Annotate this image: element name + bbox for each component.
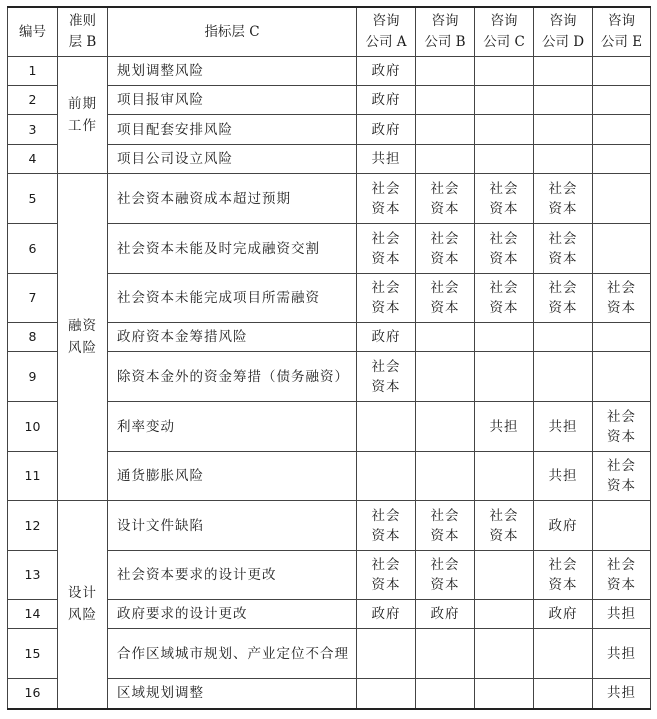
allocation-cell [357,629,416,679]
allocation-cell: 社会 资本 [534,224,593,274]
header-company-label: 咨询 公司 E [600,13,643,50]
allocation-cell: 社会 资本 [416,551,475,600]
allocation-cell: 社会 资本 [357,501,416,551]
allocation-cell: 社会 资本 [416,174,475,224]
allocation-cell: 共担 [357,145,416,174]
allocation-cell [416,402,475,452]
allocation-cell [534,679,593,709]
indicator-description: 区域规划调整 [108,679,357,709]
row-number: 2 [8,86,58,115]
header-company-label: 咨询 公司 A [365,13,407,50]
row-number: 16 [8,679,58,709]
indicator-description: 规划调整风险 [108,57,357,86]
header-indicator: 指标层 C [108,7,357,57]
allocation-cell [534,352,593,402]
criteria-category-label: 设计风险 [68,585,97,624]
allocation-cell: 社会 资本 [534,274,593,323]
allocation-cell: 政府 [357,57,416,86]
row-number: 12 [8,501,58,551]
allocation-cell [475,600,534,629]
allocation-cell [593,174,651,224]
row-number: 3 [8,115,58,145]
allocation-cell: 社会 资本 [593,402,651,452]
indicator-description: 合作区域城市规划、产业定位不合理 [108,629,357,679]
allocation-cell: 共担 [534,452,593,501]
allocation-cell: 共担 [475,402,534,452]
indicator-description: 社会资本要求的设计更改 [108,551,357,600]
header-company-b [416,7,475,57]
allocation-cell: 社会 资本 [534,174,593,224]
indicator-description: 设计文件缺陷 [108,501,357,551]
criteria-category [58,174,108,501]
allocation-cell: 社会 资本 [593,274,651,323]
allocation-cell [416,323,475,352]
allocation-cell [475,352,534,402]
criteria-category [58,501,108,709]
allocation-cell [416,86,475,115]
indicator-description: 政府要求的设计更改 [108,600,357,629]
allocation-cell [416,352,475,402]
allocation-cell: 社会 资本 [357,551,416,600]
indicator-description: 政府资本金筹措风险 [108,323,357,352]
header-company-d [534,7,593,57]
allocation-cell: 共担 [593,600,651,629]
row-number: 13 [8,551,58,600]
row-number: 1 [8,57,58,86]
allocation-cell: 社会 资本 [416,274,475,323]
allocation-cell: 社会 资本 [357,224,416,274]
allocation-cell [534,86,593,115]
table-body [8,57,651,709]
allocation-cell [475,629,534,679]
allocation-cell [416,145,475,174]
allocation-cell: 政府 [357,115,416,145]
allocation-cell [593,352,651,402]
criteria-category [58,57,108,174]
indicator-description: 项目配套安排风险 [108,115,357,145]
allocation-cell [534,323,593,352]
allocation-cell [534,629,593,679]
allocation-cell [593,224,651,274]
allocation-cell [475,57,534,86]
allocation-cell: 共担 [593,629,651,679]
header-num: 编号 [8,7,58,57]
allocation-cell [357,402,416,452]
indicator-description: 利率变动 [108,402,357,452]
row-number: 5 [8,174,58,224]
table-row [8,57,651,86]
allocation-cell [593,501,651,551]
allocation-cell [534,145,593,174]
allocation-cell [534,57,593,86]
indicator-description: 社会资本未能及时完成融资交割 [108,224,357,274]
indicator-description: 社会资本未能完成项目所需融资 [108,274,357,323]
allocation-cell: 社会 资本 [357,274,416,323]
allocation-cell [416,679,475,709]
allocation-cell [475,86,534,115]
allocation-cell [357,452,416,501]
header-company-c [475,7,534,57]
row-number: 9 [8,352,58,402]
allocation-cell [475,145,534,174]
indicator-description: 除资本金外的资金筹措（债务融资） [108,352,357,402]
allocation-cell: 社会 资本 [475,224,534,274]
allocation-cell: 政府 [357,323,416,352]
row-number: 4 [8,145,58,174]
allocation-cell [416,452,475,501]
allocation-cell: 社会 资本 [593,551,651,600]
header-company-e [593,7,651,57]
allocation-cell: 社会 资本 [416,224,475,274]
allocation-cell [416,115,475,145]
allocation-cell: 政府 [416,600,475,629]
risk-allocation-table [7,6,651,710]
allocation-cell [534,115,593,145]
row-number: 7 [8,274,58,323]
allocation-cell [416,629,475,679]
allocation-cell: 政府 [357,86,416,115]
row-number: 10 [8,402,58,452]
indicator-description: 通货膨胀风险 [108,452,357,501]
row-number: 8 [8,323,58,352]
row-number: 11 [8,452,58,501]
criteria-category-label: 前期工作 [68,96,97,134]
allocation-cell [593,115,651,145]
allocation-cell [593,86,651,115]
allocation-cell: 社会 资本 [475,274,534,323]
allocation-cell: 社会 资本 [357,174,416,224]
row-number: 14 [8,600,58,629]
allocation-cell: 共担 [593,679,651,709]
row-number: 6 [8,224,58,274]
indicator-description: 项目报审风险 [108,86,357,115]
allocation-cell: 政府 [534,501,593,551]
allocation-cell: 社会 资本 [357,352,416,402]
header-company-label: 咨询 公司 C [483,13,525,50]
allocation-cell: 社会 资本 [416,501,475,551]
row-number: 15 [8,629,58,679]
header-row [8,7,651,57]
allocation-cell: 社会 资本 [593,452,651,501]
allocation-cell: 政府 [357,600,416,629]
table-row [8,501,651,551]
allocation-cell: 社会 资本 [475,501,534,551]
table-row [8,174,651,224]
allocation-cell: 共担 [534,402,593,452]
allocation-cell [475,452,534,501]
allocation-cell [475,551,534,600]
criteria-category-label: 融资风险 [68,318,97,356]
indicator-description: 项目公司设立风险 [108,145,357,174]
allocation-cell [416,57,475,86]
indicator-description: 社会资本融资成本超过预期 [108,174,357,224]
allocation-cell: 政府 [534,600,593,629]
header-company-label: 咨询 公司 D [541,13,585,50]
allocation-cell [475,115,534,145]
allocation-cell: 社会 资本 [534,551,593,600]
header-company-label: 咨询 公司 B [424,13,466,50]
header-company-a [357,7,416,57]
allocation-cell: 社会 资本 [475,174,534,224]
allocation-cell [593,145,651,174]
allocation-cell [593,323,651,352]
allocation-cell [357,679,416,709]
allocation-cell [475,323,534,352]
allocation-cell [475,679,534,709]
allocation-cell [593,57,651,86]
header-criteria [58,7,108,57]
header-criteria-label: 准则 层 B [68,13,97,50]
